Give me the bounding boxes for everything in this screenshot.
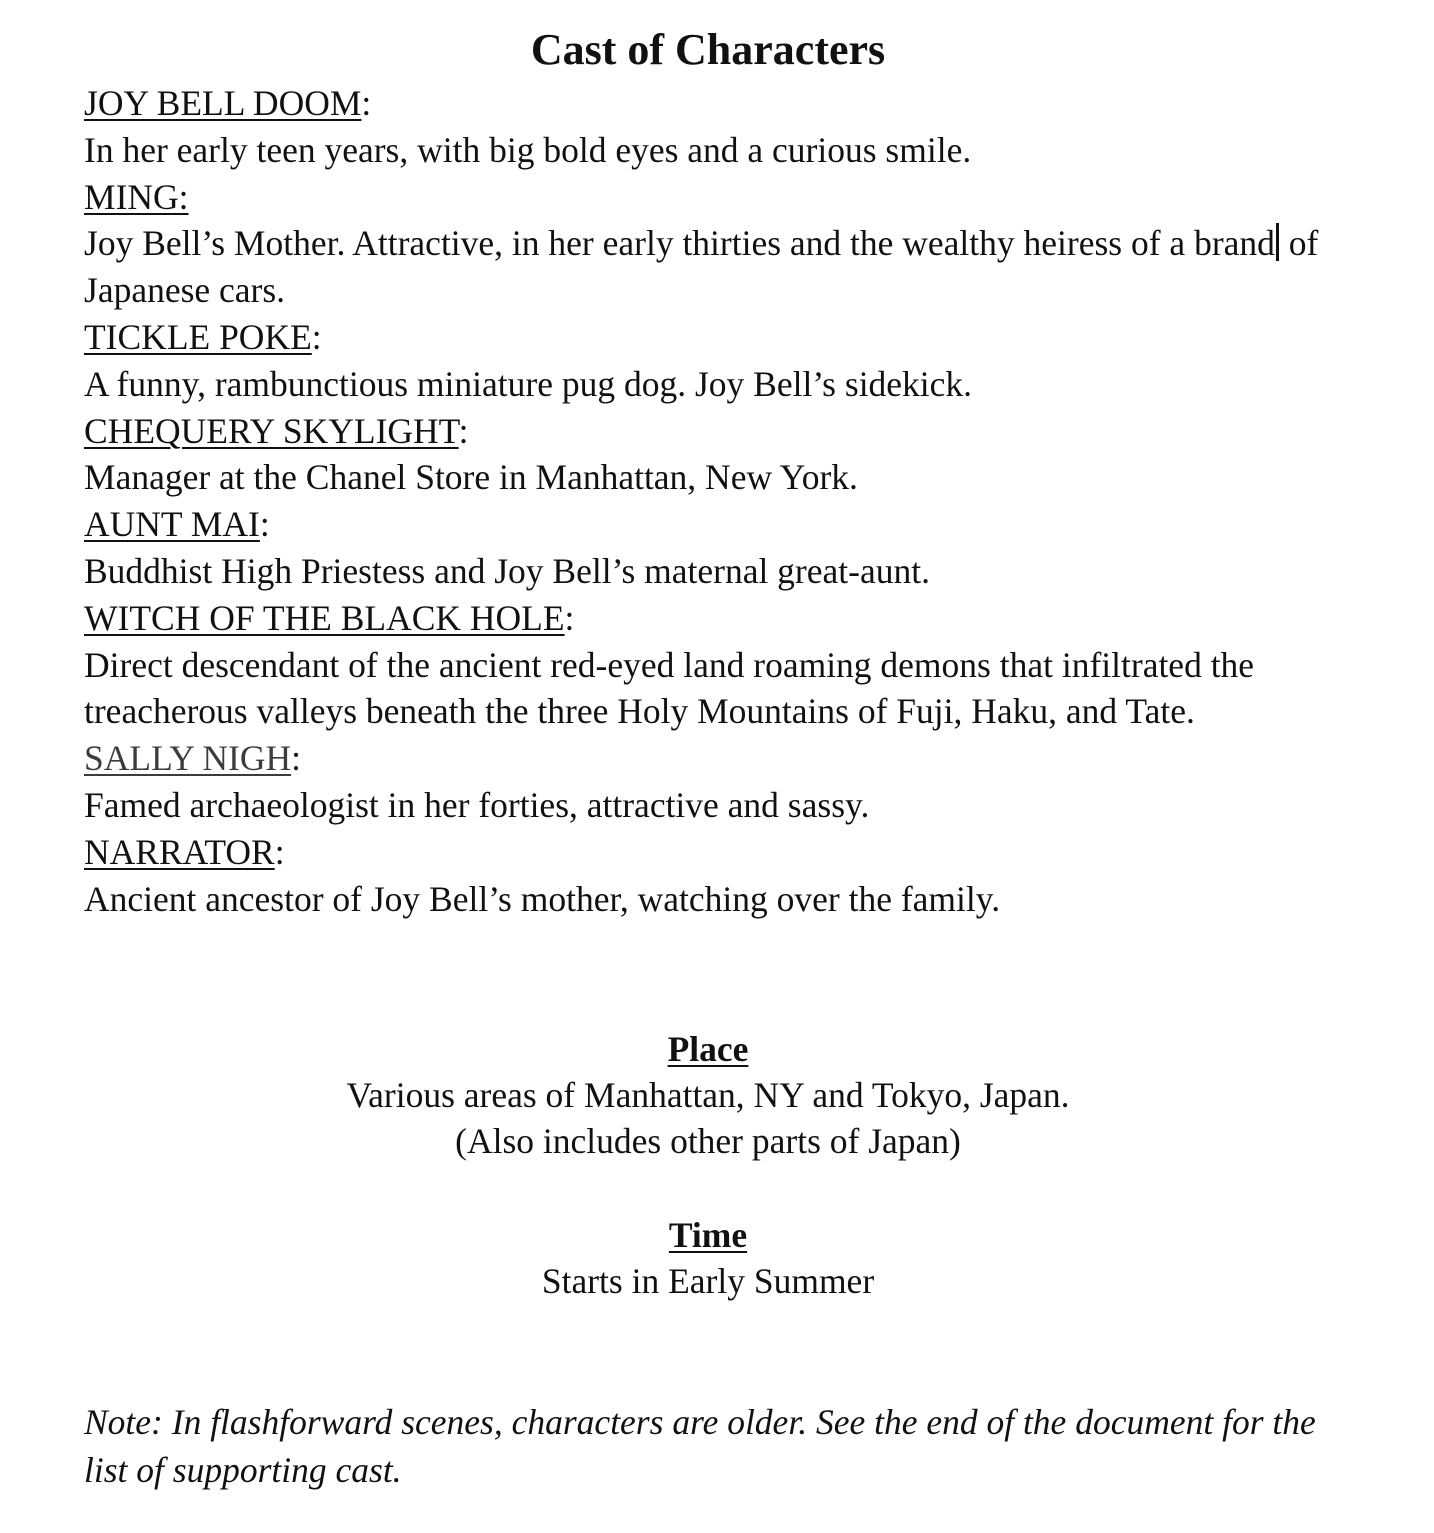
character-name: SALLY NIGH — [84, 738, 292, 779]
cast-entry-name: AUNT MAI: — [84, 504, 270, 545]
cast-entry-name: TICKLE POKE: — [84, 316, 322, 357]
character-name: JOY BELL DOOM — [84, 83, 362, 123]
character-name: AUNT MAI — [84, 504, 260, 545]
cast-entry-name: WITCH OF THE BLACK HOLE: — [84, 597, 575, 638]
character-description: Direct descendant of the ancient red-eyed land roaming demons that infiltrated the treacherous valleys beneath the three Holy Mountains of Fuji, Haku, and Tate. — [84, 644, 1255, 732]
place-line: (Also includes other parts of Japan) — [455, 1121, 961, 1161]
cast-entry-name — [84, 174, 1384, 221]
cast-entry-name: NARRATOR: — [84, 831, 285, 872]
time-line: Starts in Early Summer — [541, 1261, 875, 1301]
character-name: CHEQUERY SKYLIGHT — [84, 410, 459, 451]
place-section — [0, 1026, 1416, 1164]
cast-list — [84, 80, 1384, 922]
page-title: Cast of Characters — [530, 25, 886, 74]
time-heading: Time — [668, 1215, 748, 1255]
character-description: In her early teen years, with big bold eyes and a curious smile. — [84, 129, 972, 170]
character-description[interactable]: Joy Bell’s Mother. Attractive, in her early thirties and the wealthy heiress of a brand of Japanese cars. — [84, 223, 1319, 311]
text-cursor — [1276, 223, 1279, 261]
place-heading: Place — [667, 1029, 749, 1069]
character-description: Buddhist High Priestess and Joy Bell’s maternal great-aunt. — [84, 550, 930, 591]
character-name: MING: — [84, 176, 189, 217]
cast-entry-name: SALLY NIGH: — [84, 738, 301, 779]
character-description: Famed archaeologist in her forties, attractive and sassy. — [84, 784, 870, 825]
character-description: Manager at the Chanel Store in Manhattan, New York. — [84, 457, 858, 498]
note-text: Note: In flashforward scenes, characters are older. See the end of the document for the list of supporting cast. — [84, 1402, 1316, 1490]
cast-entry-name: CHEQUERY SKYLIGHT: — [84, 410, 469, 451]
cast-entry-name: JOY BELL DOOM: — [84, 83, 372, 123]
character-name: WITCH OF THE BLACK HOLE — [84, 597, 565, 638]
time-section — [0, 1212, 1416, 1304]
character-name: TICKLE POKE — [84, 316, 312, 357]
character-description: A funny, rambunctious miniature pug dog. Joy Bell’s sidekick. — [84, 363, 973, 404]
character-name: NARRATOR — [84, 831, 275, 872]
place-line: Various areas of Manhattan, NY and Tokyo, Japan. — [346, 1075, 1070, 1115]
character-description: Ancient ancestor of Joy Bell’s mother, watching over the family. — [84, 878, 1001, 919]
